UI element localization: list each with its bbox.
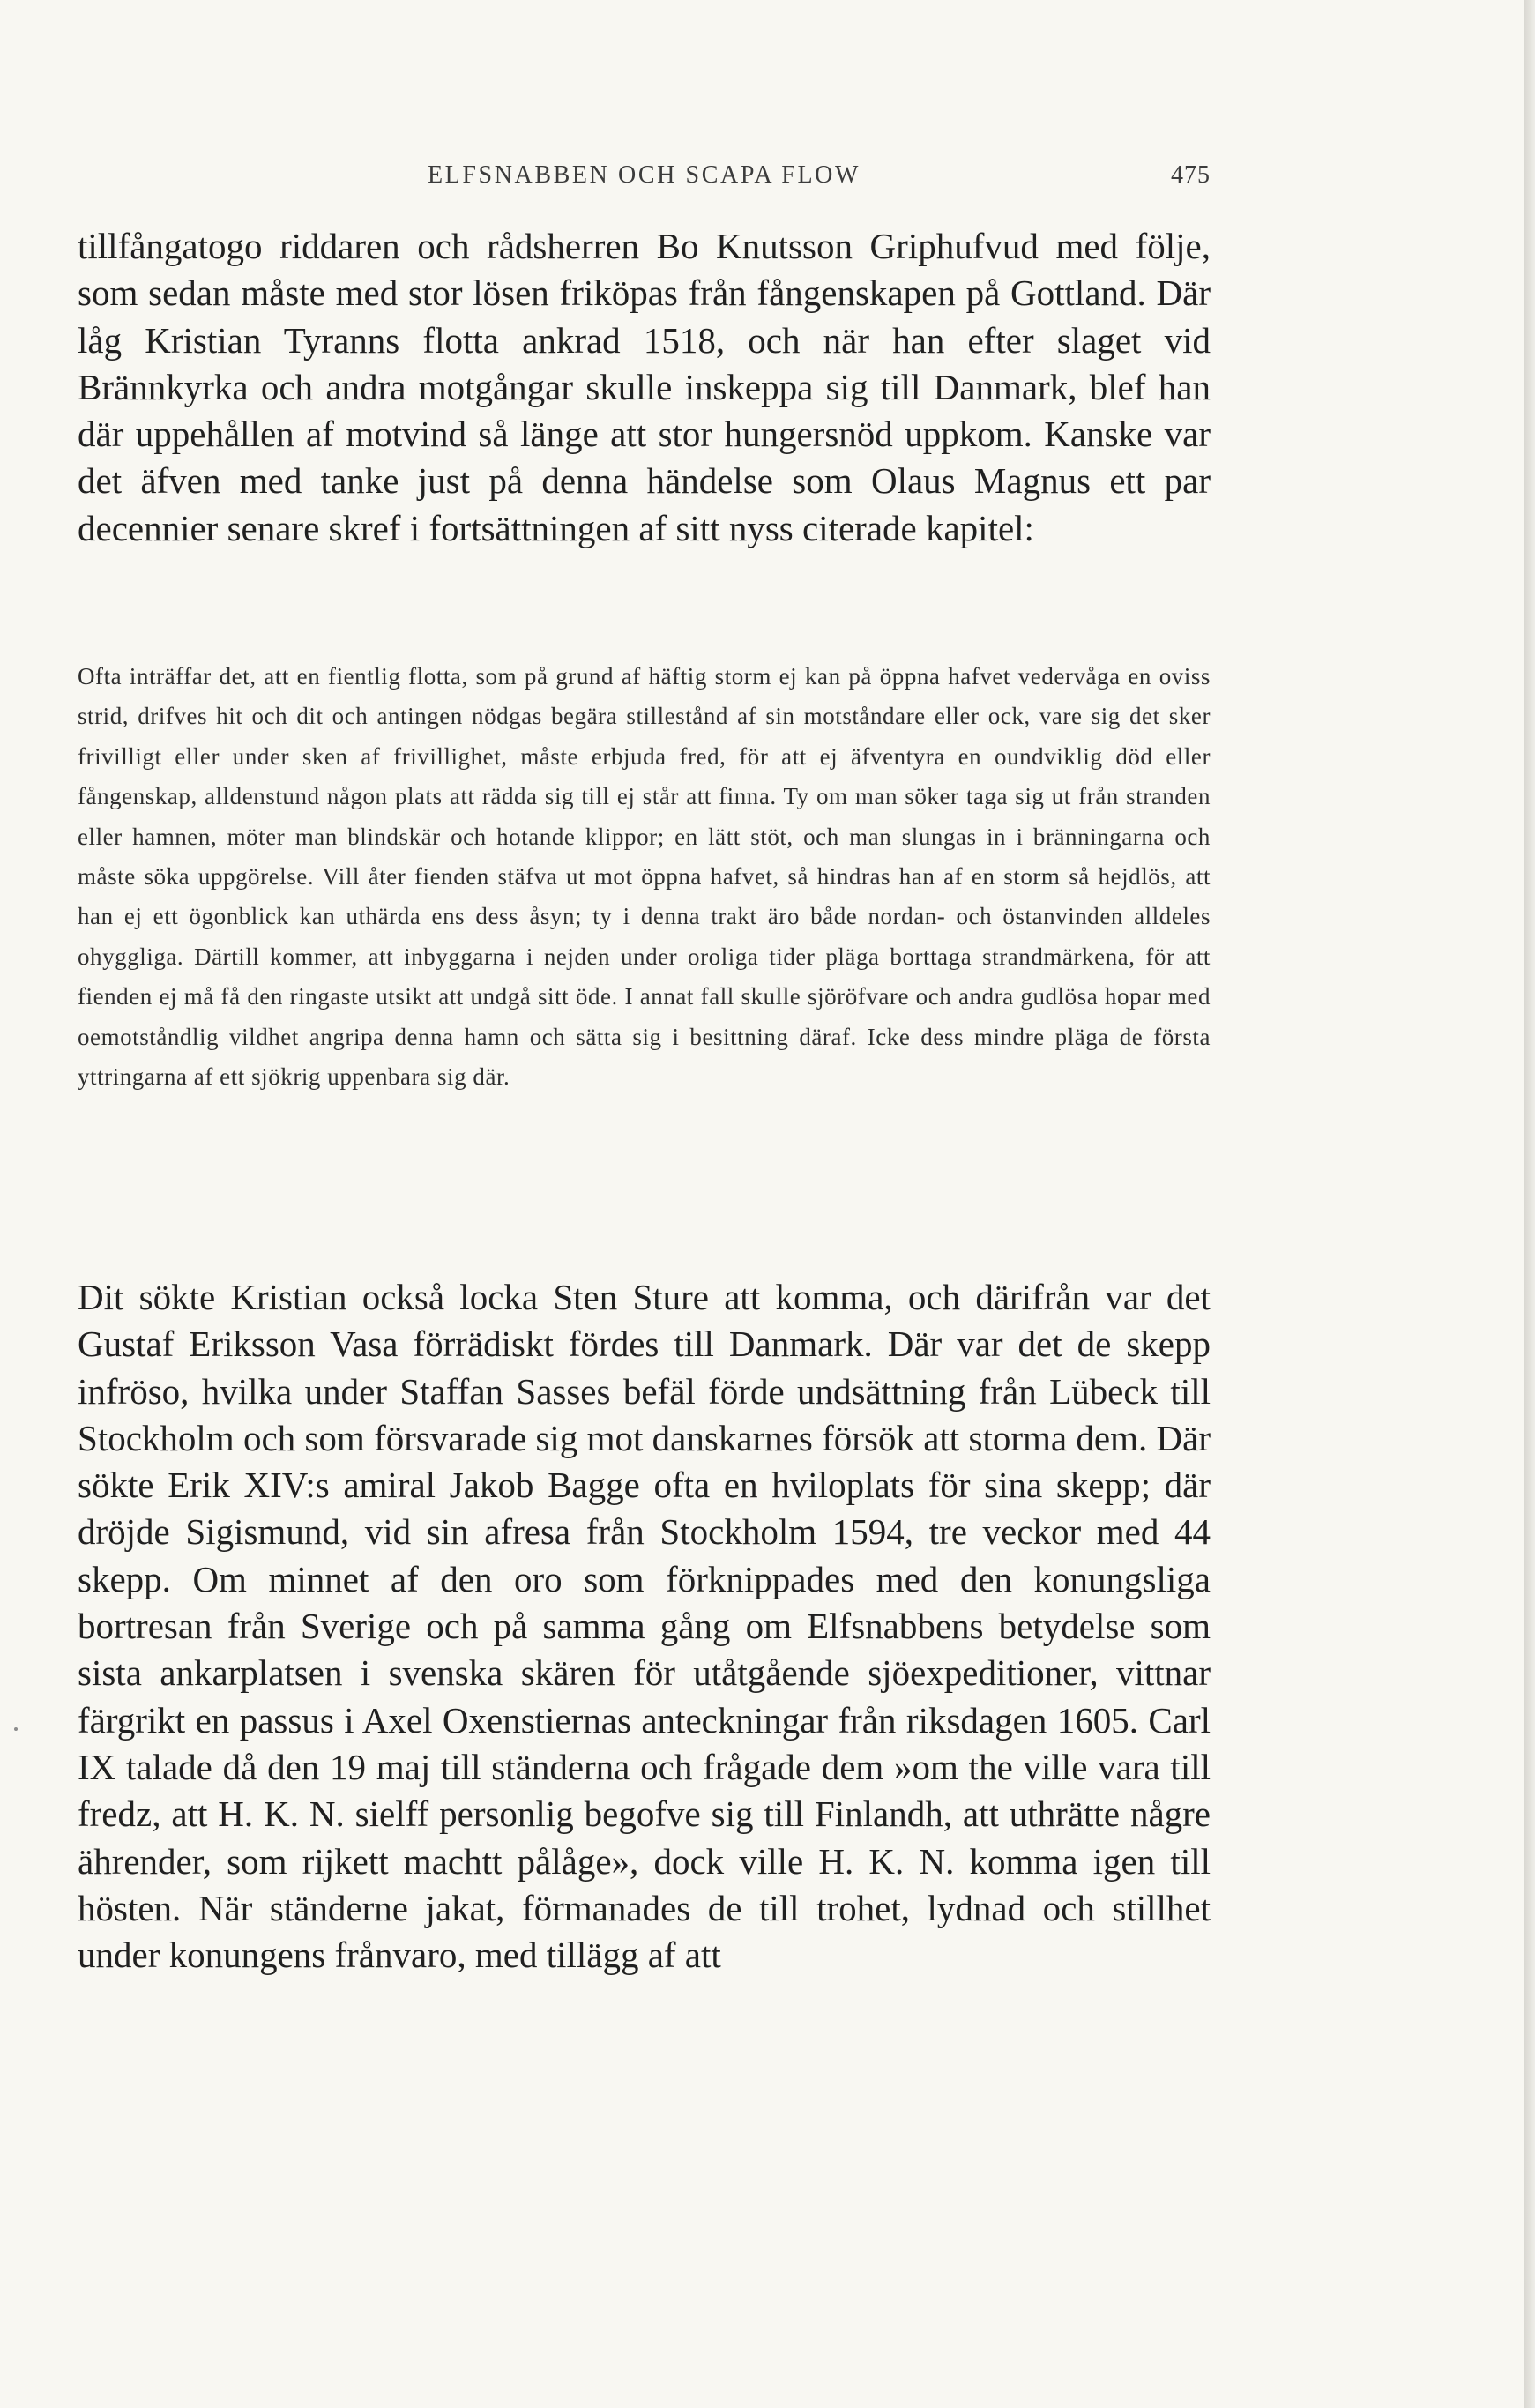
page-edge — [1524, 0, 1535, 2408]
opening-paragraph: tillfångatogo riddaren och rådsherren Bo Knutsson Griphufvud med följe, som sedan måste med stor lösen friköpas från fångenskapen på Gottland. Där låg Kristian Tyranns flotta ankrad 1518, och när han efter slaget vid Brännkyrka och andra motgångar skulle inskeppa sig till Danmark, blef han där uppehållen af motvind så länge att stor hungersnöd uppkom. Kanske var det äfven med tanke just på denna händelse som Olaus Magnus ett par decennier senare skref i fortsättningen af sitt nyss citerade kapitel: — [78, 226, 1211, 548]
running-title: ELFSNABBEN OCH SCAPA FLOW — [427, 161, 861, 189]
closing-paragraph: Dit sökte Kristian också locka Sten Sture att komma, och därifrån var det Gustaf Eriksson Vasa förrädiskt fördes till Danmark. Där var det de skepp infröso, hvilka under Staffan Sasses befäl förde undsättning från Lübeck till Stockholm och som försvarade sig mot danskarnes försök att storma dem. Där sökte Erik XIV:s amiral Jakob Bagge ofta en hviloplats för sina skepp; där dröjde Sigismund, vid sin afresa från Stockholm 1594, tre veckor med 44 skepp. Om minnet af den oro som förknippades med den konungsliga bortresan från Sverige och på samma gång om Elfsnabbens betydelse som sista ankarplatsen i svenska skären för utåtgående sjöexpeditioner, vittnar färgrikt en passus i Axel Oxenstiernas anteckningar från riksdagen 1605. Carl IX talade då den 19 maj till ständerna och frågade dem »om the ville vara till fredz, att H. K. N. sielff personlig begofve sig till Finlandh, att uthrätte någre ährender, som rijkett machtt pålåge», dock ville H. K. N. komma igen till hösten. När ständerne jakat, förmanades de till trohet, lydnad och stillhet under konungens frånvaro, med tillägg af att — [78, 1277, 1211, 1976]
margin-speck — [14, 1727, 18, 1731]
block-quotation: Ofta inträffar det, att en fientlig flotta, som på grund af häftig storm ej kan på öppna hafvet vedervåga en oviss strid, drifves hit och dit och antingen nödgas begära stillestånd af sin motståndare eller ock, vare sig det sker frivilligt eller under sken af frivillighet, måste erbjuda fred, för att ej äfventyra en oundviklig död eller fångenskap, alldenstund någon plats att rädda sig till ej står att finna. Ty om man söker taga sig ut från stranden eller hamnen, möter man blindskär och hotande klippor; en lätt stöt, och man slungas in i bränningarna och måste söka uppgörelse. Vill åter fienden stäfva ut mot öppna hafvet, så hindras han af en storm så hejdlös, att han ej ett ögonblick kan uthärda ens dess åsyn; ty i denna trakt äro både nordan- och östanvinden alldeles ohyggliga. Därtill kommer, att inbyggarna i nejden under oroliga tider pläga borttaga strandmärkena, för att fienden ej må få den ringaste utsikt att undgå sitt öde. I annat fall skulle sjöröfvare och andra gudlösa hopar med oemotståndlig vildhet angripa denna hamn och sätta sig i besittning däraf. Icke dess mindre pläga de första yttringarna af ett sjökrig uppenbara sig där. — [78, 663, 1211, 1091]
page-number: 475 — [1171, 161, 1211, 189]
page-header — [78, 161, 1211, 197]
